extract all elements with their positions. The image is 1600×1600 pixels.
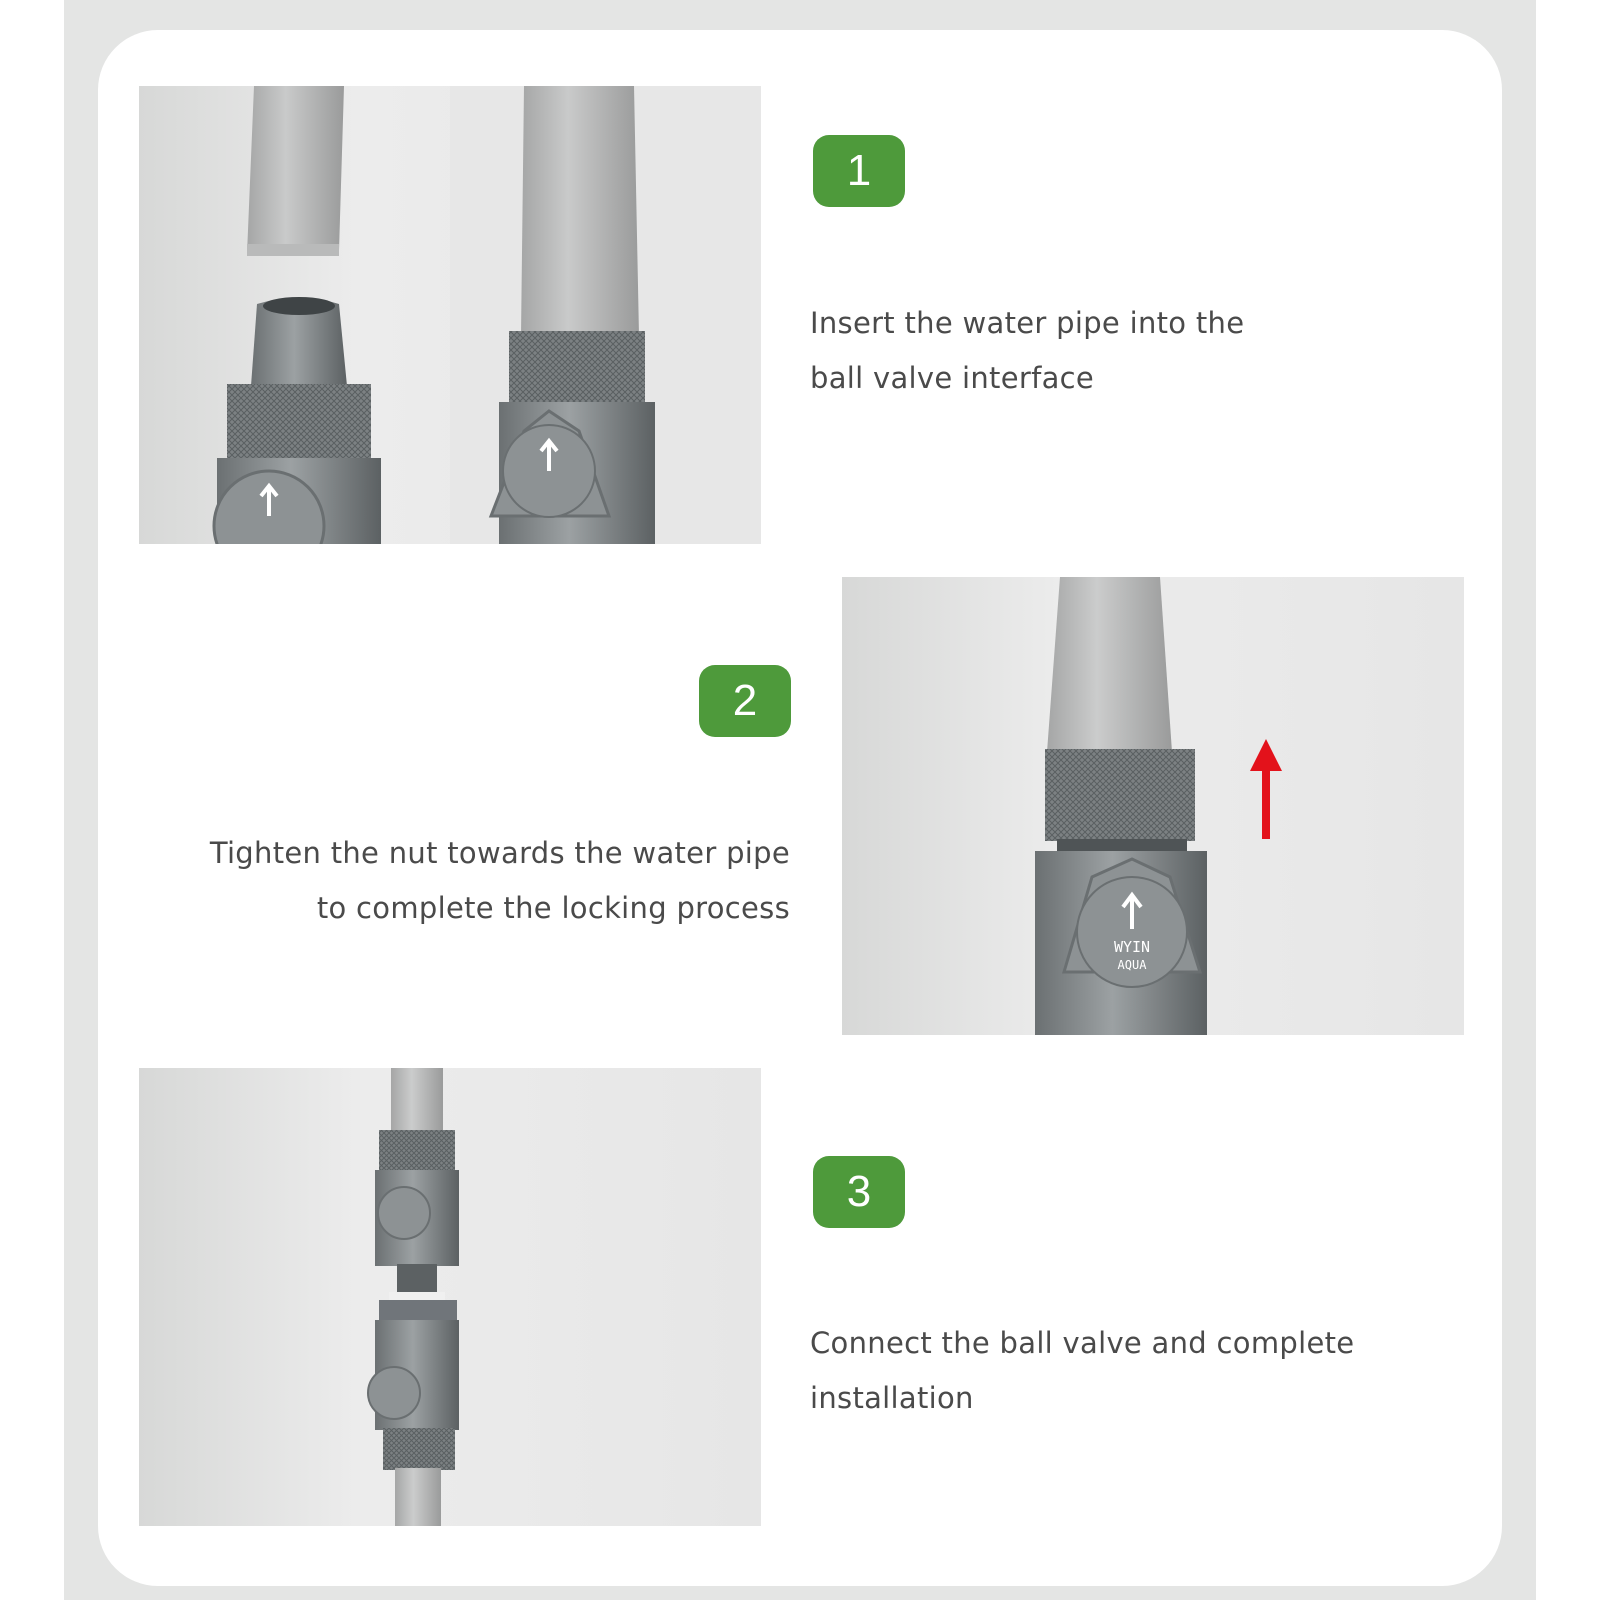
step-2-line-2: to complete the locking process xyxy=(316,891,790,925)
lower-pipe xyxy=(395,1468,441,1526)
upper-pipe xyxy=(391,1068,443,1138)
logo-top-text: WYIN xyxy=(1113,938,1151,956)
step-2-description xyxy=(210,826,790,936)
logo-bottom-text: AQUA xyxy=(1117,958,1147,972)
step-3-illustration xyxy=(139,1068,761,1526)
step-3-photo xyxy=(139,1068,761,1526)
knurled-nut xyxy=(1045,749,1195,841)
step-1-description xyxy=(810,296,1244,406)
water-pipe xyxy=(1047,577,1172,752)
step-3-line-1: Connect the ball valve and complete xyxy=(810,1326,1355,1360)
step-2-photo xyxy=(842,577,1464,1035)
step-2-illustration xyxy=(842,577,1464,1035)
step-1-line-1: Insert the water pipe into the xyxy=(810,306,1245,340)
step-1-illustration xyxy=(139,86,761,544)
step-2-badge: 2 xyxy=(699,665,791,737)
red-arrow-icon xyxy=(1250,739,1282,839)
knurled-nut xyxy=(227,384,371,464)
step-1-photo xyxy=(139,86,761,544)
logo-mark xyxy=(1114,938,1150,972)
step-1-line-2: ball valve interface xyxy=(810,361,1095,395)
step-2-line-1: Tighten the nut towards the water pipe xyxy=(209,836,790,870)
step-3-badge: 3 xyxy=(813,1156,905,1228)
water-pipe-assembled xyxy=(521,86,639,336)
step-3-description xyxy=(810,1316,1354,1426)
step-3-line-2: installation xyxy=(810,1381,974,1415)
water-pipe xyxy=(247,86,344,254)
step-1-badge: 1 xyxy=(813,135,905,207)
